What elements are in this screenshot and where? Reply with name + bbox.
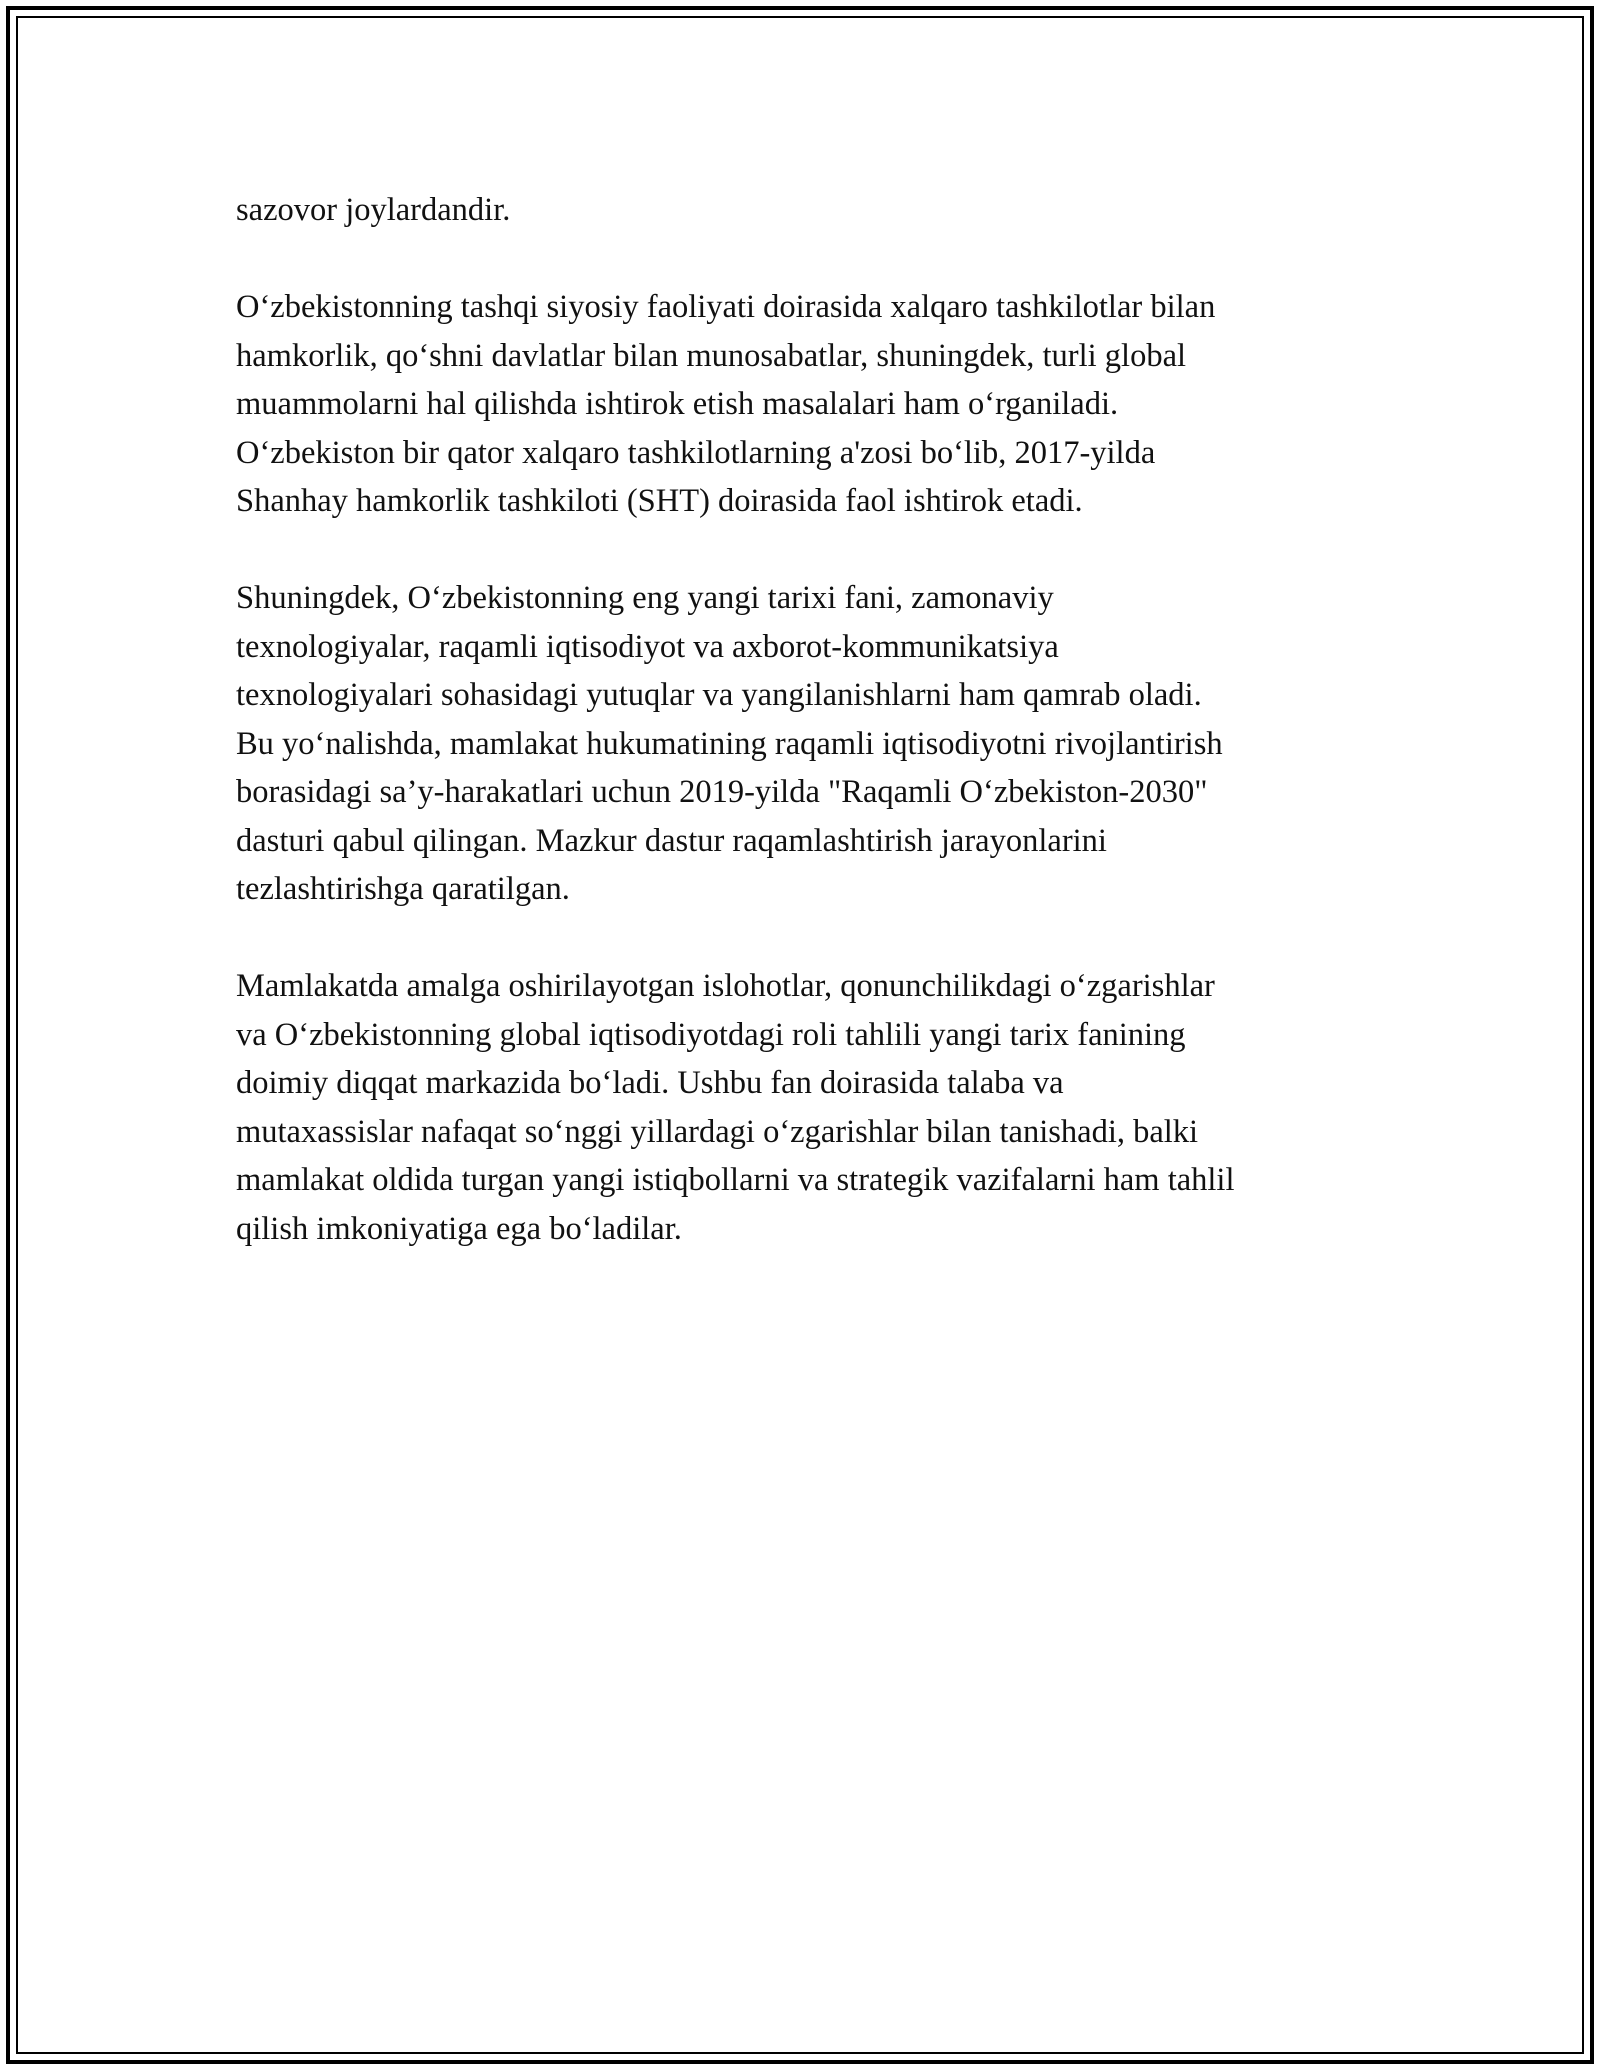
text-line: O‘zbekistonning tashqi siyosiy faoliyati doirasida xalqaro tashkilotlar bilan bbox=[236, 289, 1216, 325]
text-line: mamlakat oldida turgan yangi istiqbollarni va strategik vazifalarni ham tahlil bbox=[236, 1162, 1235, 1198]
paragraph-1 bbox=[236, 186, 1386, 235]
text-line: sazovor joylardandir. bbox=[236, 192, 511, 228]
text-line: Shanhay hamkorlik tashkiloti (SHT) doirasida faol ishtirok etadi. bbox=[236, 483, 1083, 519]
paragraph-3 bbox=[236, 574, 1386, 914]
text-line: Shuningdek, O‘zbekistonning eng yangi tarixi fani, zamonaviy bbox=[236, 580, 1054, 616]
text-line: Bu yo‘nalishda, mamlakat hukumatining raqamli iqtisodiyotni rivojlantirish bbox=[236, 725, 1223, 762]
paragraph-2 bbox=[236, 283, 1386, 526]
text-line: tezlashtirishga qaratilgan. bbox=[236, 871, 570, 907]
document-body bbox=[236, 186, 1386, 1302]
text-line: muammolarni hal qilishda ishtirok etish masalalari ham o‘rganiladi. bbox=[236, 386, 1119, 422]
text-line: hamkorlik, qo‘shni davlatlar bilan munosabatlar, shuningdek, turli global bbox=[236, 337, 1187, 374]
text-line: mutaxassislar nafaqat so‘nggi yillardagi o‘zgarishlar bilan tanishadi, balki bbox=[236, 1113, 1199, 1150]
text-line: qilish imkoniyatiga ega bo‘ladilar. bbox=[236, 1210, 682, 1247]
text-line: texnologiyalar, raqamli iqtisodiyot va axborot-kommunikatsiya bbox=[236, 628, 1059, 665]
paragraph-4 bbox=[236, 962, 1386, 1253]
text-line: Mamlakatda amalga oshirilayotgan islohotlar, qonunchilikdagi o‘zgarishlar bbox=[236, 968, 1215, 1004]
text-line: va O‘zbekistonning global iqtisodiyotdagi roli tahlili yangi tarix fanining bbox=[236, 1016, 1186, 1053]
text-line: borasidagi sa’y-harakatlari uchun 2019-yilda "Raqamli O‘zbekiston-2030" bbox=[236, 774, 1208, 810]
text-line: O‘zbekiston bir qator xalqaro tashkilotlarning a'zosi bo‘lib, 2017-yilda bbox=[236, 434, 1156, 471]
text-line: doimiy diqqat markazida bo‘ladi. Ushbu fan doirasida talaba va bbox=[236, 1065, 1064, 1101]
text-line: texnologiyalari sohasidagi yutuqlar va yangilanishlarni ham qamrab oladi. bbox=[236, 677, 1202, 713]
text-line: dasturi qabul qilingan. Mazkur dastur raqamlashtirish jarayonlarini bbox=[236, 822, 1107, 859]
